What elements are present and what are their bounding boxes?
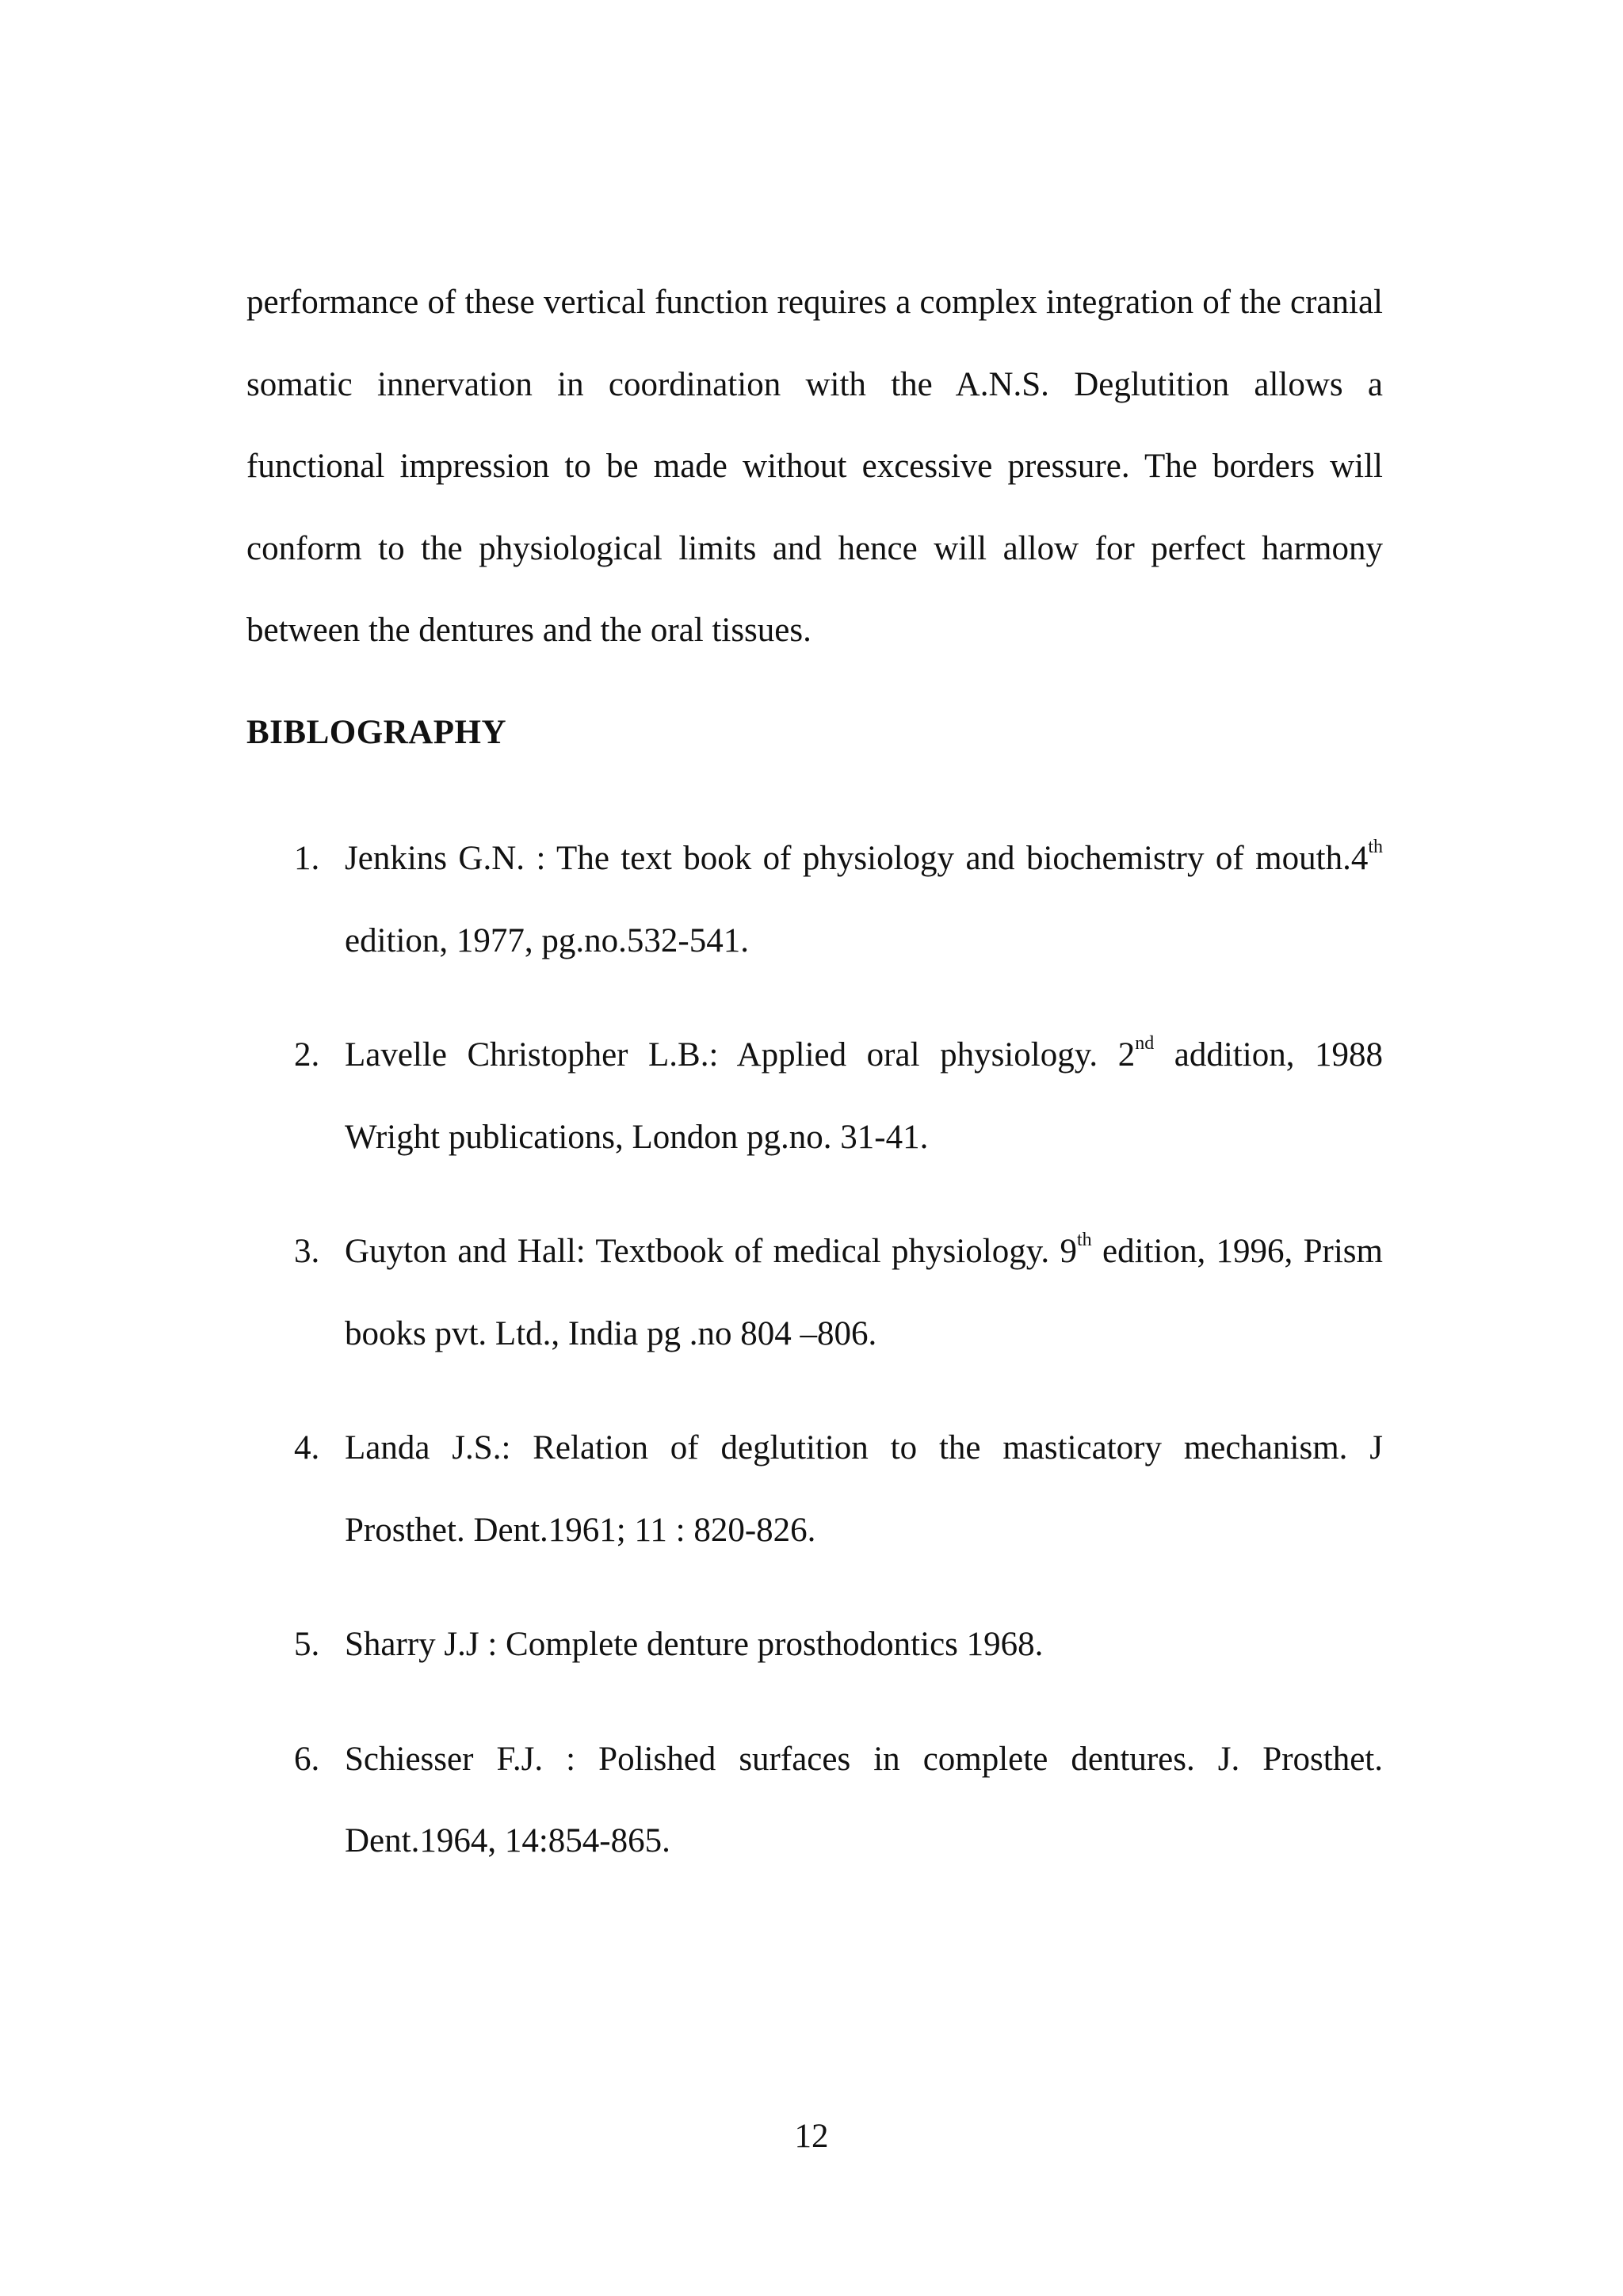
reference-text: Schiesser F.J. : Polished surfaces in complete dentures. J. Prosthet. Dent.1964, 14:854-865. [345,1740,1383,1859]
reference-number: 5. [294,1626,320,1663]
reference-number: 3. [294,1233,320,1270]
page-number: 12 [794,2118,829,2155]
reference-item [246,1211,1383,1375]
reference-item [246,1604,1383,1686]
reference-item [246,1407,1383,1571]
reference-number: 6. [294,1740,320,1778]
reference-text-cont: edition, 1977, pg.no.532-541. [345,921,749,959]
reference-list [246,818,1383,1915]
bibliography-heading: BIBLOGRAPHY [246,714,507,751]
reference-item [246,1718,1383,1882]
reference-text: Lavelle Christopher L.B.: Applied oral physiology. 2 [345,1036,1136,1074]
reference-number: 1. [294,840,320,877]
reference-text-cont: edition, 1996, Prism books pvt. Ltd., India pg .no 804 –806. [345,1233,1383,1352]
reference-text: Guyton and Hall: Textbook of medical physiology. 9 [345,1233,1077,1270]
reference-text: Landa J.S.: Relation of deglutition to the masticatory mechanism. J Prosthet. Dent.1961; 11 : 820-826. [345,1429,1383,1549]
reference-item [246,1014,1383,1178]
reference-number: 4. [294,1429,320,1466]
ordinal-suffix: nd [1135,1032,1155,1054]
reference-text: Jenkins G.N. : The text book of physiology and biochemistry of mouth.4 [345,840,1369,877]
reference-number: 2. [294,1036,320,1074]
reference-text-cont: addition, 1988 Wright publications, London pg.no. 31-41. [345,1036,1383,1156]
body-paragraph: performance of these vertical function requires a complex integration of the cranial somatic innervation in coordination with the A.N.S. Deglutition allows a functional impression to be made without excessive pressure. The borders will conform to the physiological limits and hence will allow for perfect harmony between the dentures and the oral tissues. [246,284,1383,649]
reference-text: Sharry J.J : Complete denture prosthodontics 1968. [345,1626,1044,1663]
ordinal-suffix: th [1368,836,1383,857]
ordinal-suffix: th [1077,1229,1092,1250]
reference-item [246,818,1383,982]
